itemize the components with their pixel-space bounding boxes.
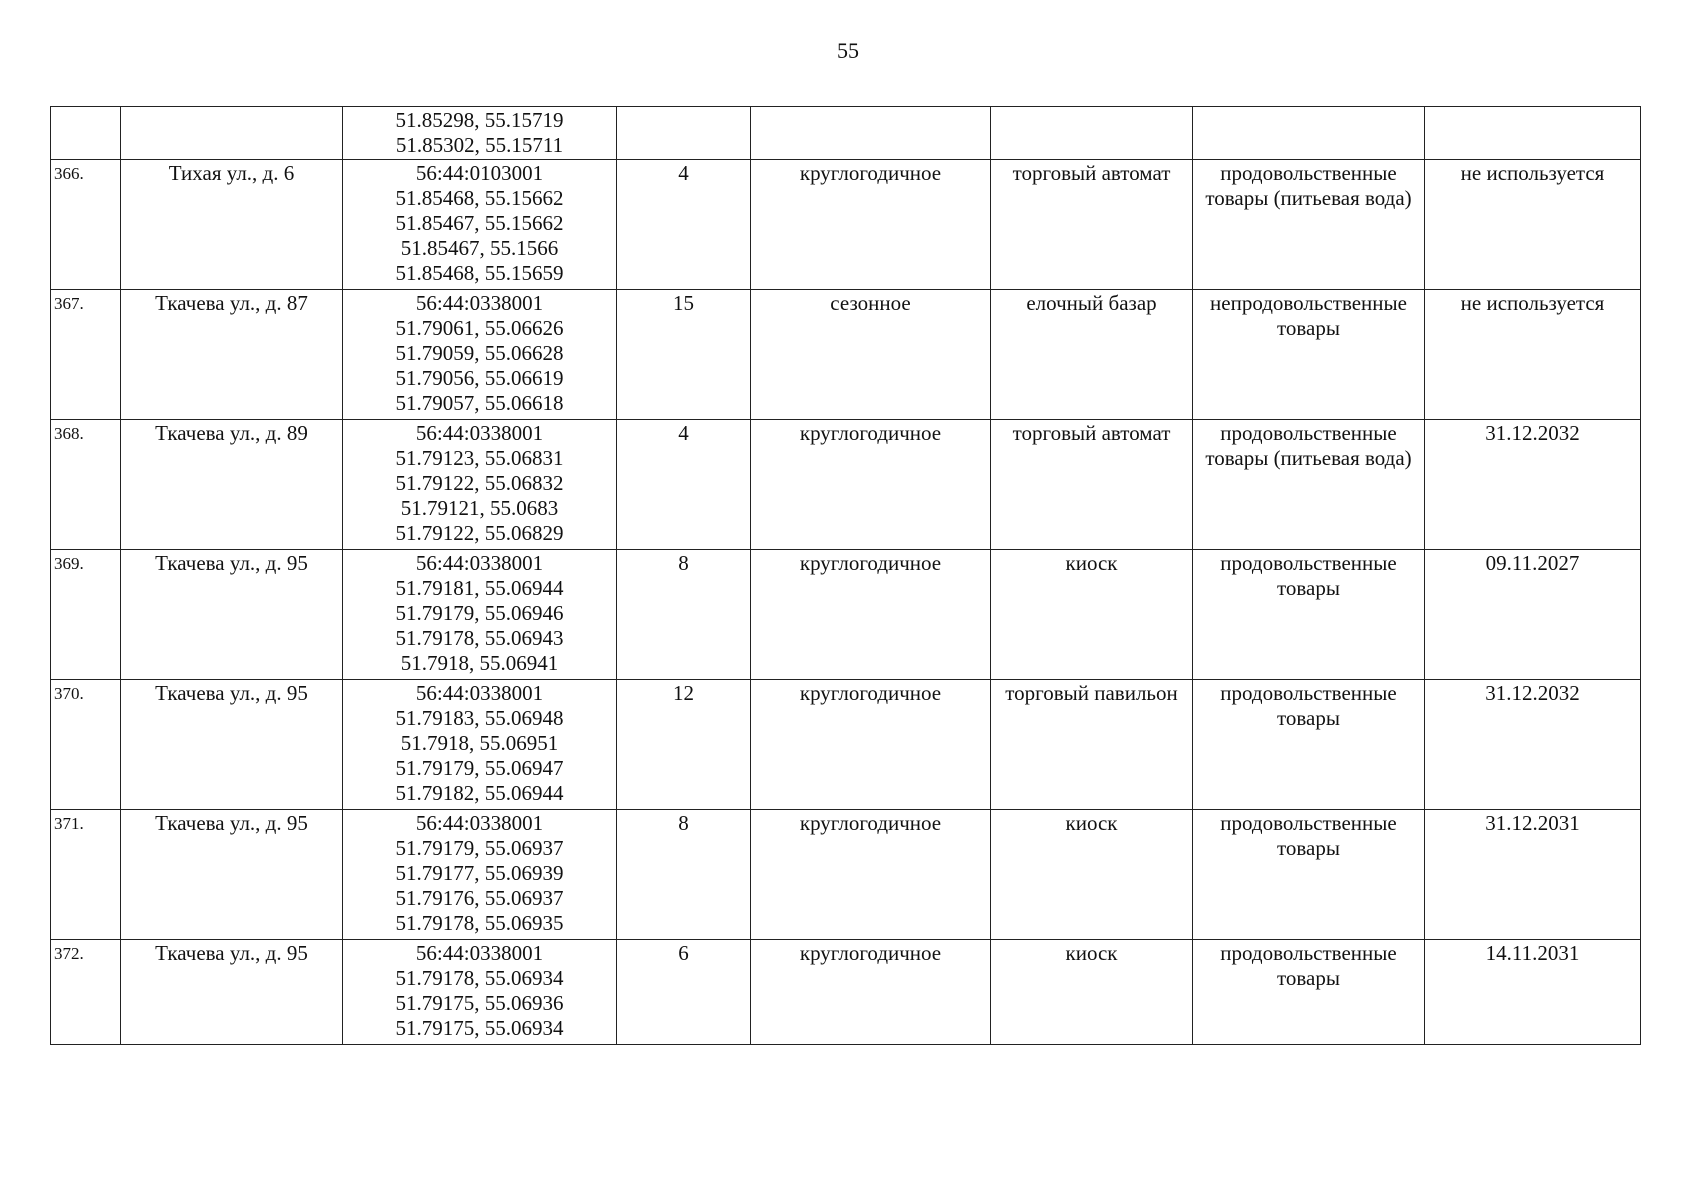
period-cell: круглогодичное	[751, 680, 991, 810]
table-row	[51, 550, 1641, 680]
table-row	[51, 810, 1641, 940]
coordinate-line: 51.79175, 55.06936	[395, 991, 564, 1015]
table-row-continuation	[51, 107, 1641, 160]
trade-locations-table	[50, 106, 1641, 1045]
address-cell: Ткачева ул., д. 87	[121, 290, 343, 420]
specialization-cell: продовольственные товары	[1193, 550, 1425, 680]
address-cell: Ткачева ул., д. 89	[121, 420, 343, 550]
specialization-cell: продовольственные товары (питьевая вода)	[1193, 420, 1425, 550]
row-number-cell: 371.	[51, 810, 121, 940]
term-cell: 14.11.2031	[1425, 940, 1641, 1045]
term-cell: 31.12.2031	[1425, 810, 1641, 940]
coordinate-line: 51.79122, 55.06832	[395, 471, 564, 495]
object-type-cell: торговый павильон	[991, 680, 1193, 810]
row-number-cell: 372.	[51, 940, 121, 1045]
cadastral-number: 56:44:0103001	[415, 161, 544, 185]
term-cell: 31.12.2032	[1425, 680, 1641, 810]
coordinates-cell	[343, 810, 617, 940]
cadastral-number: 56:44:0338001	[415, 421, 544, 445]
cadastral-number: 56:44:0338001	[415, 551, 544, 575]
object-type-cell: торговый автомат	[991, 160, 1193, 290]
table-row	[51, 290, 1641, 420]
area-cell	[617, 107, 751, 160]
coordinates-cell	[343, 107, 617, 160]
page-number: 55	[837, 38, 859, 63]
coordinate-line: 51.79177, 55.06939	[395, 861, 564, 885]
coordinate-line: 51.79178, 55.06943	[395, 626, 564, 650]
coordinate-line: 51.79176, 55.06937	[395, 886, 564, 910]
coordinate-line: 51.85298, 55.15719	[395, 108, 564, 132]
area-cell: 4	[617, 160, 751, 290]
specialization-cell	[1193, 107, 1425, 160]
period-cell: круглогодичное	[751, 550, 991, 680]
specialization-cell: непродовольственные товары	[1193, 290, 1425, 420]
table-row	[51, 940, 1641, 1045]
coordinates-cell	[343, 550, 617, 680]
coordinate-line: 51.79059, 55.06628	[395, 341, 564, 365]
object-type-cell: киоск	[991, 810, 1193, 940]
cadastral-number: 56:44:0338001	[415, 941, 544, 965]
row-number-cell: 367.	[51, 290, 121, 420]
table-row	[51, 680, 1641, 810]
coordinate-line: 51.7918, 55.06941	[400, 651, 559, 675]
specialization-cell: продовольственные товары	[1193, 680, 1425, 810]
coordinate-line: 51.79178, 55.06935	[395, 911, 564, 935]
coordinate-line: 51.79179, 55.06937	[395, 836, 564, 860]
coordinate-line: 51.79182, 55.06944	[395, 781, 564, 805]
period-cell: круглогодичное	[751, 810, 991, 940]
cadastral-number: 56:44:0338001	[415, 811, 544, 835]
term-cell: 31.12.2032	[1425, 420, 1641, 550]
coordinate-line: 51.79123, 55.06831	[395, 446, 564, 470]
period-cell: круглогодичное	[751, 160, 991, 290]
row-number-cell: 369.	[51, 550, 121, 680]
term-cell: не используется	[1425, 290, 1641, 420]
table-row	[51, 420, 1641, 550]
coordinate-line: 51.85302, 55.15711	[395, 133, 564, 157]
coordinate-line: 51.79175, 55.06934	[395, 1016, 564, 1040]
address-cell: Ткачева ул., д. 95	[121, 550, 343, 680]
coordinate-line: 51.79122, 55.06829	[395, 521, 564, 545]
object-type-cell: торговый автомат	[991, 420, 1193, 550]
object-type-cell: киоск	[991, 550, 1193, 680]
period-cell: круглогодичное	[751, 940, 991, 1045]
row-number-cell: 366.	[51, 160, 121, 290]
area-cell: 8	[617, 810, 751, 940]
object-type-cell: киоск	[991, 940, 1193, 1045]
object-type-cell	[991, 107, 1193, 160]
coordinates-cell	[343, 680, 617, 810]
row-number-cell: 370.	[51, 680, 121, 810]
term-cell	[1425, 107, 1641, 160]
coordinate-line: 51.7918, 55.06951	[400, 731, 559, 755]
coordinate-line: 51.85468, 55.15662	[395, 186, 564, 210]
coordinates-cell	[343, 940, 617, 1045]
area-cell: 8	[617, 550, 751, 680]
area-cell: 6	[617, 940, 751, 1045]
address-cell: Ткачева ул., д. 95	[121, 810, 343, 940]
coordinates-cell	[343, 290, 617, 420]
area-cell: 4	[617, 420, 751, 550]
row-number-cell	[51, 107, 121, 160]
term-cell: не используется	[1425, 160, 1641, 290]
table-row	[51, 160, 1641, 290]
address-cell: Ткачева ул., д. 95	[121, 680, 343, 810]
coordinate-line: 51.85468, 55.15659	[395, 261, 564, 285]
area-cell: 12	[617, 680, 751, 810]
specialization-cell: продовольственные товары	[1193, 810, 1425, 940]
coordinate-line: 51.79179, 55.06946	[395, 601, 564, 625]
period-cell: сезонное	[751, 290, 991, 420]
address-cell	[121, 107, 343, 160]
coordinate-line: 51.79121, 55.0683	[400, 496, 559, 520]
coordinates-cell	[343, 420, 617, 550]
coordinate-line: 51.85467, 55.15662	[395, 211, 564, 235]
coordinate-line: 51.79183, 55.06948	[395, 706, 564, 730]
coordinates-cell	[343, 160, 617, 290]
object-type-cell: елочный базар	[991, 290, 1193, 420]
coordinate-line: 51.79057, 55.06618	[395, 391, 564, 415]
coordinate-line: 51.79056, 55.06619	[395, 366, 564, 390]
coordinate-line: 51.85467, 55.1566	[400, 236, 559, 260]
row-number-cell: 368.	[51, 420, 121, 550]
coordinate-line: 51.79181, 55.06944	[395, 576, 564, 600]
coordinate-line: 51.79178, 55.06934	[395, 966, 564, 990]
cadastral-number: 56:44:0338001	[415, 681, 544, 705]
address-cell: Тихая ул., д. 6	[121, 160, 343, 290]
period-cell	[751, 107, 991, 160]
period-cell: круглогодичное	[751, 420, 991, 550]
area-cell: 15	[617, 290, 751, 420]
specialization-cell: продовольственные товары	[1193, 940, 1425, 1045]
cadastral-number: 56:44:0338001	[415, 291, 544, 315]
term-cell: 09.11.2027	[1425, 550, 1641, 680]
specialization-cell: продовольственные товары (питьевая вода)	[1193, 160, 1425, 290]
coordinate-line: 51.79179, 55.06947	[395, 756, 564, 780]
coordinate-line: 51.79061, 55.06626	[395, 316, 564, 340]
address-cell: Ткачева ул., д. 95	[121, 940, 343, 1045]
